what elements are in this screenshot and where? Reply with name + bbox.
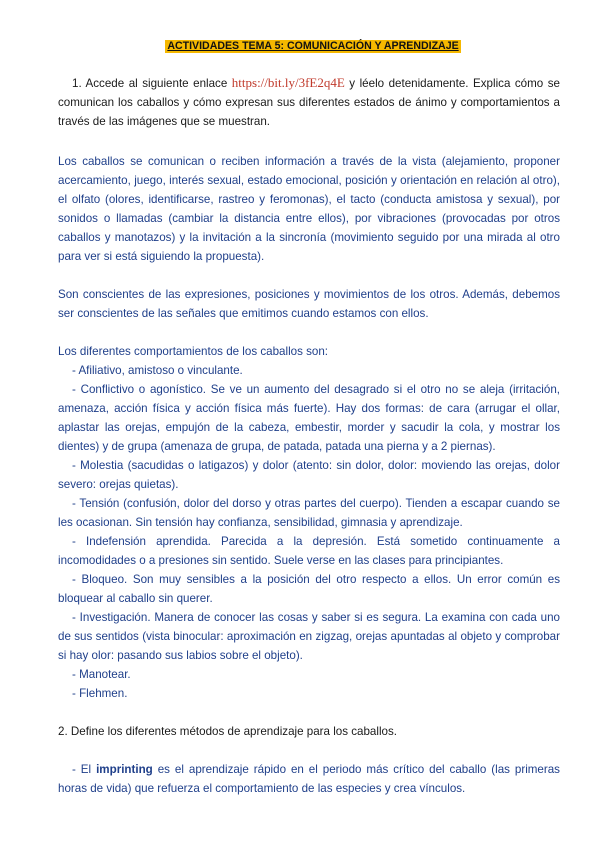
list-item-text: - Conflictivo o agonístico. Se ve un aumento del desagrado si el otro no se aleja (irritación, amenaza, acción física y acción física más fuerte). Hay dos formas: de cara (arrugar el ollar, aplastar las orejas, empujón de la cabeza, embestir, morder y sacudir la cola, y mostrar los dientes) y de grupa (amenaza de grupa, de patada, patada una pierna y a 2 piernas).: [58, 383, 560, 453]
question-1-link[interactable]: https://bit.ly/3fE2q4E: [231, 75, 345, 90]
list-item: [58, 608, 560, 665]
question-1-pre: 1. Accede al siguiente enlace: [72, 77, 232, 90]
page-title: ACTIVIDADES TEMA 5: COMUNICACIÓN Y APRENDIZAJE: [167, 40, 459, 52]
list-item: [58, 456, 560, 494]
spacer: [58, 266, 560, 285]
spacer: [58, 323, 560, 342]
spacer: [58, 741, 560, 760]
list-item-text: - Bloqueo. Son muy sensibles a la posición del otro respecto a ellos. Un error común es bloquear al caballo sin querer.: [58, 573, 560, 605]
title-wrap: [66, 36, 560, 55]
answer-paragraph-2: Son conscientes de las expresiones, posiciones y movimientos de los otros. Además, debemos ser conscientes de las señales que emitimos cuando estamos con ellos.: [58, 288, 560, 320]
imprinting-pre: - El: [72, 763, 97, 776]
list-item-text: - Indefensión aprendida. Parecida a la depresión. Está sometido continuamente a incomodidades o a presiones sin sentido. Suele verse en las clases para principiantes.: [58, 535, 560, 567]
question-1: [58, 73, 560, 131]
answer-paragraph-1: Los caballos se comunican o reciben información a través de la vista (alejamiento, proponer acercamiento, juego, interés sexual, estado emocional, posición y orientación en relación al otro), el olfato (olores, identificarse, rastreo y feromonas), el tacto (conducta amistosa y sexual), por sonidos o llamadas (cambiar la distancia entre ellos), por vibraciones (provocadas por otros caballos y manotazos) y la invitación a la sincronía (movimiento seguido por una mirada al otro para ver si está siguiendo la propuesta).: [58, 155, 560, 263]
list-item: [58, 665, 560, 684]
list-item-text: - Molestia (sacudidas o latigazos) y dolor (atento: sin dolor, dolor: moviendo las orejas, dolor severo: orejas quietas).: [58, 459, 560, 491]
imprinting-term: imprinting: [96, 763, 153, 776]
question-1-post: y léelo detenidamente. Explica cómo se comunican los caballos y cómo expresan sus diferentes estados de ánimo y comportamientos a través de las imágenes que se muestran.: [58, 77, 560, 128]
list-item: [58, 532, 560, 570]
list-item: [58, 570, 560, 608]
imprinting-post: es el aprendizaje rápido en el periodo más crítico del caballo (las primeras horas de vida) que refuerza el comportamiento de las especies y crea vínculos.: [58, 763, 560, 795]
list-item: [58, 361, 560, 380]
list-item: [58, 494, 560, 532]
spacer: [58, 703, 560, 722]
behavior-list: [58, 361, 560, 703]
list-item-text: - Flehmen.: [72, 687, 128, 700]
spacer: [58, 131, 560, 150]
list-item: [58, 380, 560, 456]
imprinting-paragraph: [58, 760, 560, 798]
list-item-text: - Investigación. Manera de conocer las cosas y saber si es segura. La examina con cada uno de sus sentidos (vista binocular: aproximación en zigzag, orejas apuntadas al objeto y comprobar si hay olor: pasando sus labios sobre el objeto).: [58, 611, 560, 662]
question-2: 2. Define los diferentes métodos de aprendizaje para los caballos.: [58, 725, 397, 738]
list-item-text: - Manotear.: [72, 668, 131, 681]
list-item-text: - Afiliativo, amistoso o vinculante.: [72, 364, 243, 377]
answer-paragraph-3: Los diferentes comportamientos de los caballos son:: [58, 345, 329, 358]
list-item: [58, 684, 560, 703]
list-item-text: - Tensión (confusión, dolor del dorso y otras partes del cuerpo). Tienden a escapar cuando se les ocasionan. Sin tensión hay confianza, sensibilidad, gimnasia y aprendizaje.: [58, 497, 560, 529]
